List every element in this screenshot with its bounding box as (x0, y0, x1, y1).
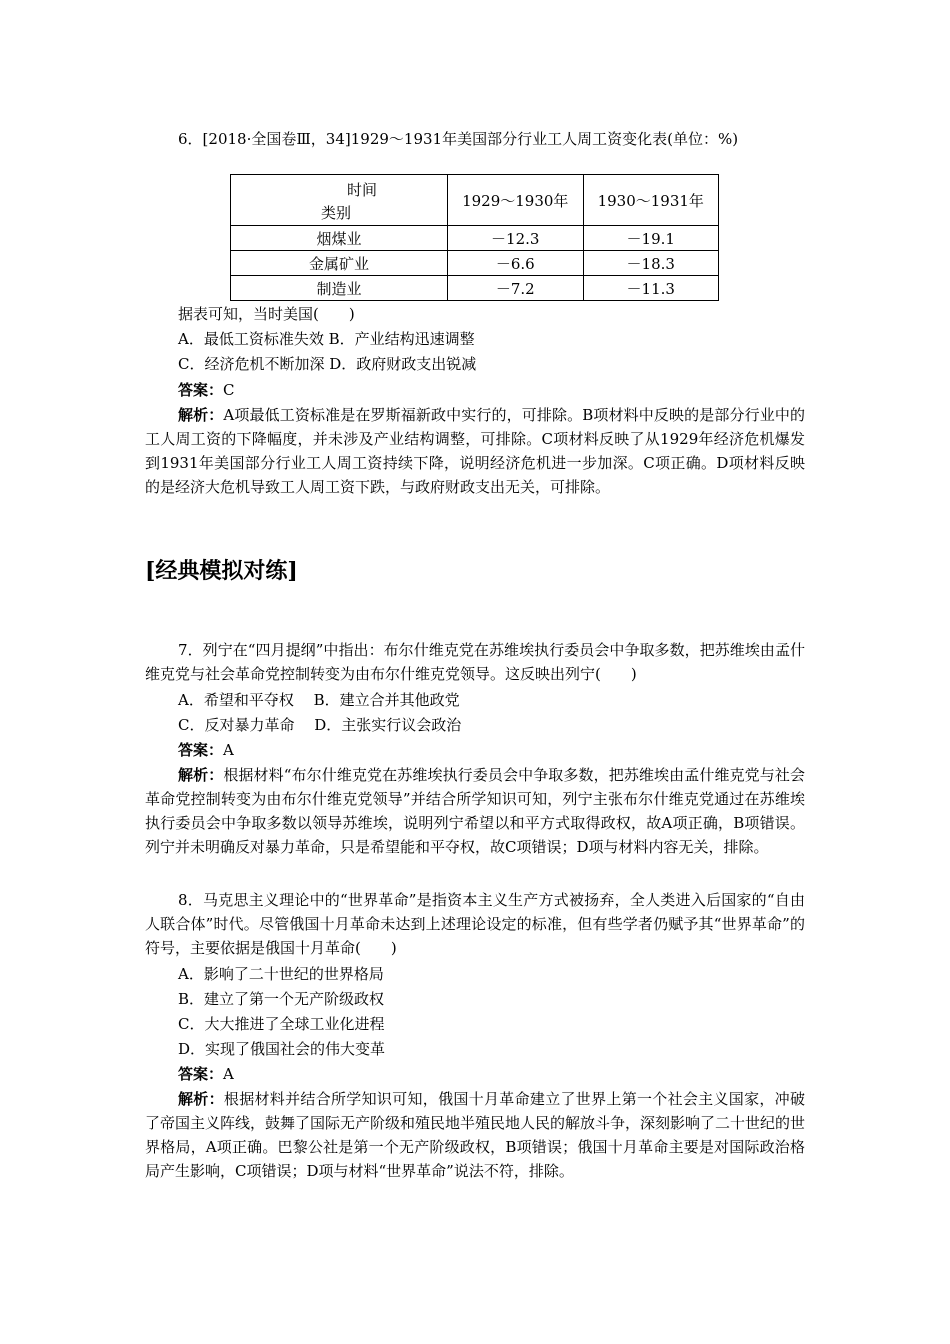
q7-options-ab: A．希望和平夺权 B．建立合并其他政党 (178, 691, 460, 709)
corner-time-label: 时间 (347, 181, 378, 199)
analysis-label: 解析： (178, 766, 224, 784)
q6-prompt: 据表可知，当时美国( ) (178, 305, 355, 323)
q6-analysis (145, 403, 805, 499)
row-value: －6.6 (448, 251, 584, 276)
q7-answer (178, 738, 234, 762)
q7-stem: 7．列宁在“四月提纲”中指出：布尔什维克党在苏维埃执行委员会中争取多数，把苏维埃由孟什维克党与社会革命党控制转变为由布尔什维克党领导。这反映出列宁( ) (145, 641, 805, 683)
table-row (231, 226, 719, 251)
header-1930-1931: 1930～1931年 (583, 175, 719, 226)
row-category: 金属矿业 (231, 251, 448, 276)
q7-options-cd: C．反对暴力革命 D．主张实行议会政治 (178, 716, 462, 734)
q6-options-cd: C．经济危机不断加深 D．政府财政支出锐减 (178, 355, 477, 373)
q8-answer (178, 1062, 234, 1086)
q8-option-c: C．大大推进了全球工业化进程 (178, 1015, 385, 1033)
row-value: －7.2 (448, 276, 584, 301)
q6-answer (178, 378, 235, 402)
table-corner-cell (231, 175, 448, 226)
answer-label: 答案： (178, 381, 224, 399)
q8-option-a: A．影响了二十世纪的世界格局 (178, 965, 384, 983)
table-row (231, 276, 719, 301)
answer-value: C (223, 381, 235, 399)
q7-analysis (145, 763, 805, 859)
header-1929-1930: 1929～1930年 (448, 175, 584, 226)
wage-change-table (230, 174, 719, 301)
answer-value: A (223, 1065, 234, 1083)
analysis-label: 解析： (178, 406, 224, 424)
q8-stem: 8．马克思主义理论中的“世界革命”是指资本主义生产方式被扬弃，全人类进入后国家的“自由人联合体”时代。尽管俄国十月革命未达到上述理论设定的标准，但有些学者仍赋予其“世界革命”的符号，主要依据是俄国十月革命( ) (145, 891, 805, 957)
row-value: －12.3 (448, 226, 584, 251)
q6-options-ab: A．最低工资标准失效 B．产业结构迅速调整 (178, 330, 475, 348)
section-title: [经典模拟对练] (145, 558, 298, 584)
analysis-text: 根据材料并结合所学知识可知，俄国十月革命建立了世界上第一个社会主义国家，冲破了帝国主义阵线，鼓舞了国际无产阶级和殖民地半殖民地人民的解放斗争，深刻影响了二十世纪的世界格局，A项正确。巴黎公社是第一个无产阶级政权，B项错误；俄国十月革命主要是对国际政治格局产生影响，C项错误；D项与材料“世界革命”说法不符，排除。 (145, 1090, 806, 1180)
analysis-text: A项最低工资标准是在罗斯福新政中实行的，可排除。B项材料中反映的是部分行业中的工人周工资的下降幅度，并未涉及产业结构调整，可排除。C项材料反映了从1929年经济危机爆发到1931年美国部分行业工人周工资持续下降，说明经济危机进一步加深。C项正确。D项材料反映的是经济大危机导致工人周工资下跌，与政府财政支出无关，可排除。 (145, 406, 805, 496)
row-category: 烟煤业 (231, 226, 448, 251)
q8-option-b: B．建立了第一个无产阶级政权 (178, 990, 385, 1008)
corner-category-label: 类别 (321, 204, 352, 222)
row-value: －18.3 (583, 251, 719, 276)
answer-label: 答案： (178, 741, 224, 759)
q6-stem: 6．[2018·全国卷Ⅲ，34]1929～1931年美国部分行业工人周工资变化表(单位：%) (178, 130, 739, 148)
row-value: －11.3 (583, 276, 719, 301)
analysis-label: 解析： (178, 1090, 224, 1108)
answer-value: A (223, 741, 234, 759)
q8-option-d: D．实现了俄国社会的伟大变革 (178, 1040, 386, 1058)
table-row (231, 251, 719, 276)
answer-label: 答案： (178, 1065, 224, 1083)
q8-analysis (145, 1087, 805, 1183)
table-header-row (231, 175, 719, 226)
analysis-text: 根据材料“布尔什维克党在苏维埃执行委员会中争取多数，把苏维埃由孟什维克党与社会革命党控制转变为由布尔什维克党领导”并结合所学知识可知，列宁主张布尔什维克党通过在苏维埃执行委员会中争取多数以领导苏维埃，说明列宁希望以和平方式取得政权，故A项正确，B项错误。列宁并未明确反对暴力革命，只是希望能和平夺权，故C项错误；D项与材料内容无关，排除。 (145, 766, 805, 856)
row-category: 制造业 (231, 276, 448, 301)
row-value: －19.1 (583, 226, 719, 251)
